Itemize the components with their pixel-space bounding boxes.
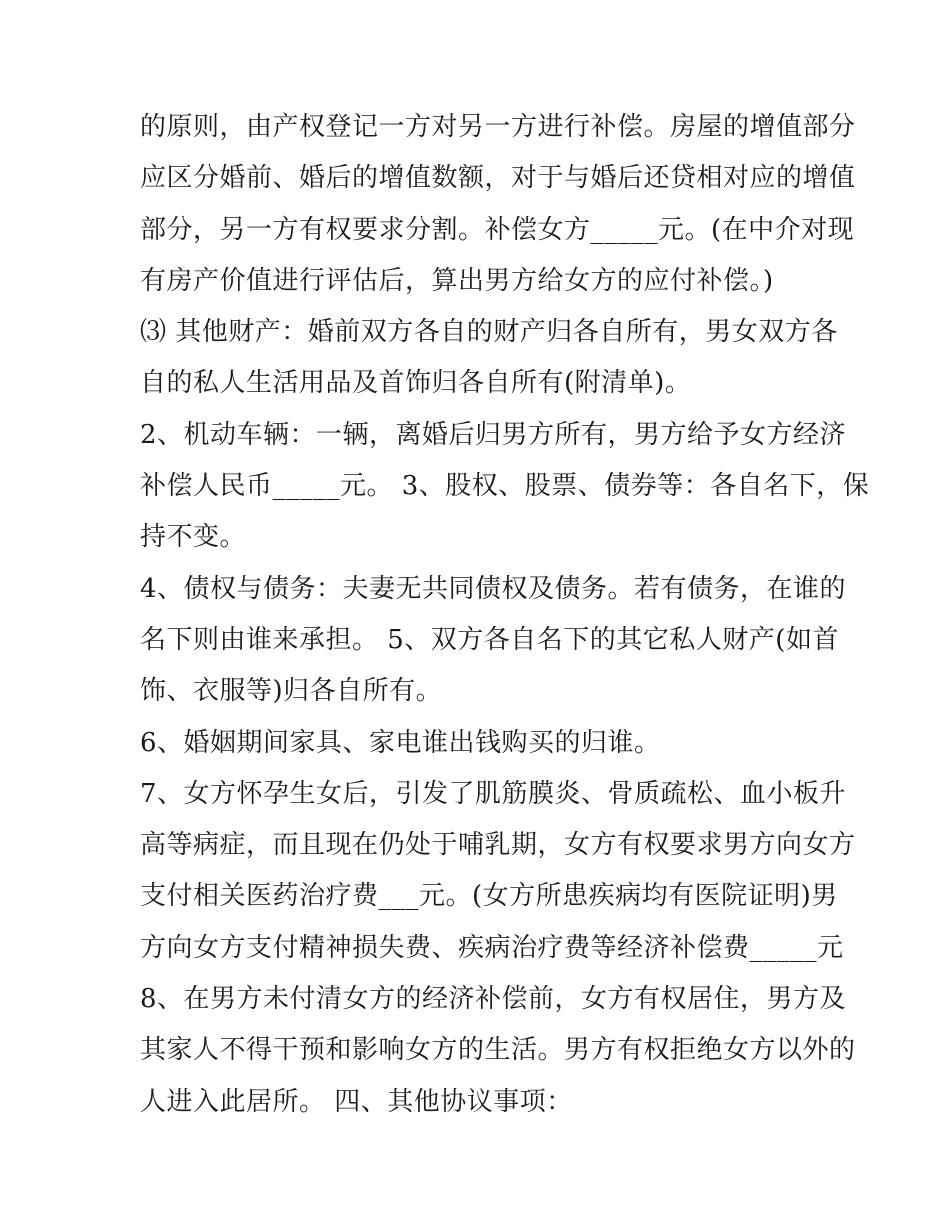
text-line: 高等病症，而且现在仍处于哺乳期，女方有权要求男方向女方 [140,830,856,861]
text-line: 8、在男方未付清女方的经济补偿前，女方有权居住，男方及 [140,984,847,1015]
text-line: 2、机动车辆：一辆，离婚后归男方所有，男方给予女方经济 [140,419,847,450]
text-line: 7、女方怀孕生女后，引发了肌筋膜炎、骨质疏松、血小板升 [140,778,847,809]
text-line: 其家人不得干预和影响女方的生活。男方有权拒绝女方以外的 [140,1035,856,1066]
text-line: ⑶ 其他财产：婚前双方各自的财产归各自所有，男女双方各 [140,317,838,348]
document-body [140,102,870,1128]
text-line: 自的私人生活用品及首饰归各自所有(附清单)。 [140,368,692,399]
text-line: 有房产价值进行评估后，算出男方给女方的应付补偿。) [140,265,774,296]
text-line: 6、婚姻期间家具、家电谁出钱购买的归谁。 [140,727,661,758]
text-line: 部分，另一方有权要求分割。补偿女方_____元。(在中介对现 [140,214,855,245]
text-line: 的原则，由产权登记一方对另一方进行补偿。房屋的增值部分 [140,112,856,142]
text-line: 名下则由谁来承担。 5、双方各自名下的其它私人财产(如首 [140,624,839,655]
text-line: 人进入此居所。 四、其他协议事项： [140,1086,573,1117]
text-line: 饰、衣服等)归各自所有。 [140,676,443,707]
text-line: 4、债权与债务：夫妻无共同债权及债务。若有债务，在谁的 [140,573,847,604]
text-line: 应区分婚前、婚后的增值数额，对于与婚后还贷相对应的增值 [140,163,856,194]
text-line: 支付相关医药治疗费___元。(女方所患疾病均有医院证明)男 [140,881,838,912]
text-line: 方向女方支付精神损失费、疾病治疗费等经济补偿费_____元 [140,932,844,963]
text-line: 持不变。 [140,522,247,553]
text-line: 补偿人民币_____元。 3、股权、股票、债券等：各自名下，保 [140,471,870,502]
